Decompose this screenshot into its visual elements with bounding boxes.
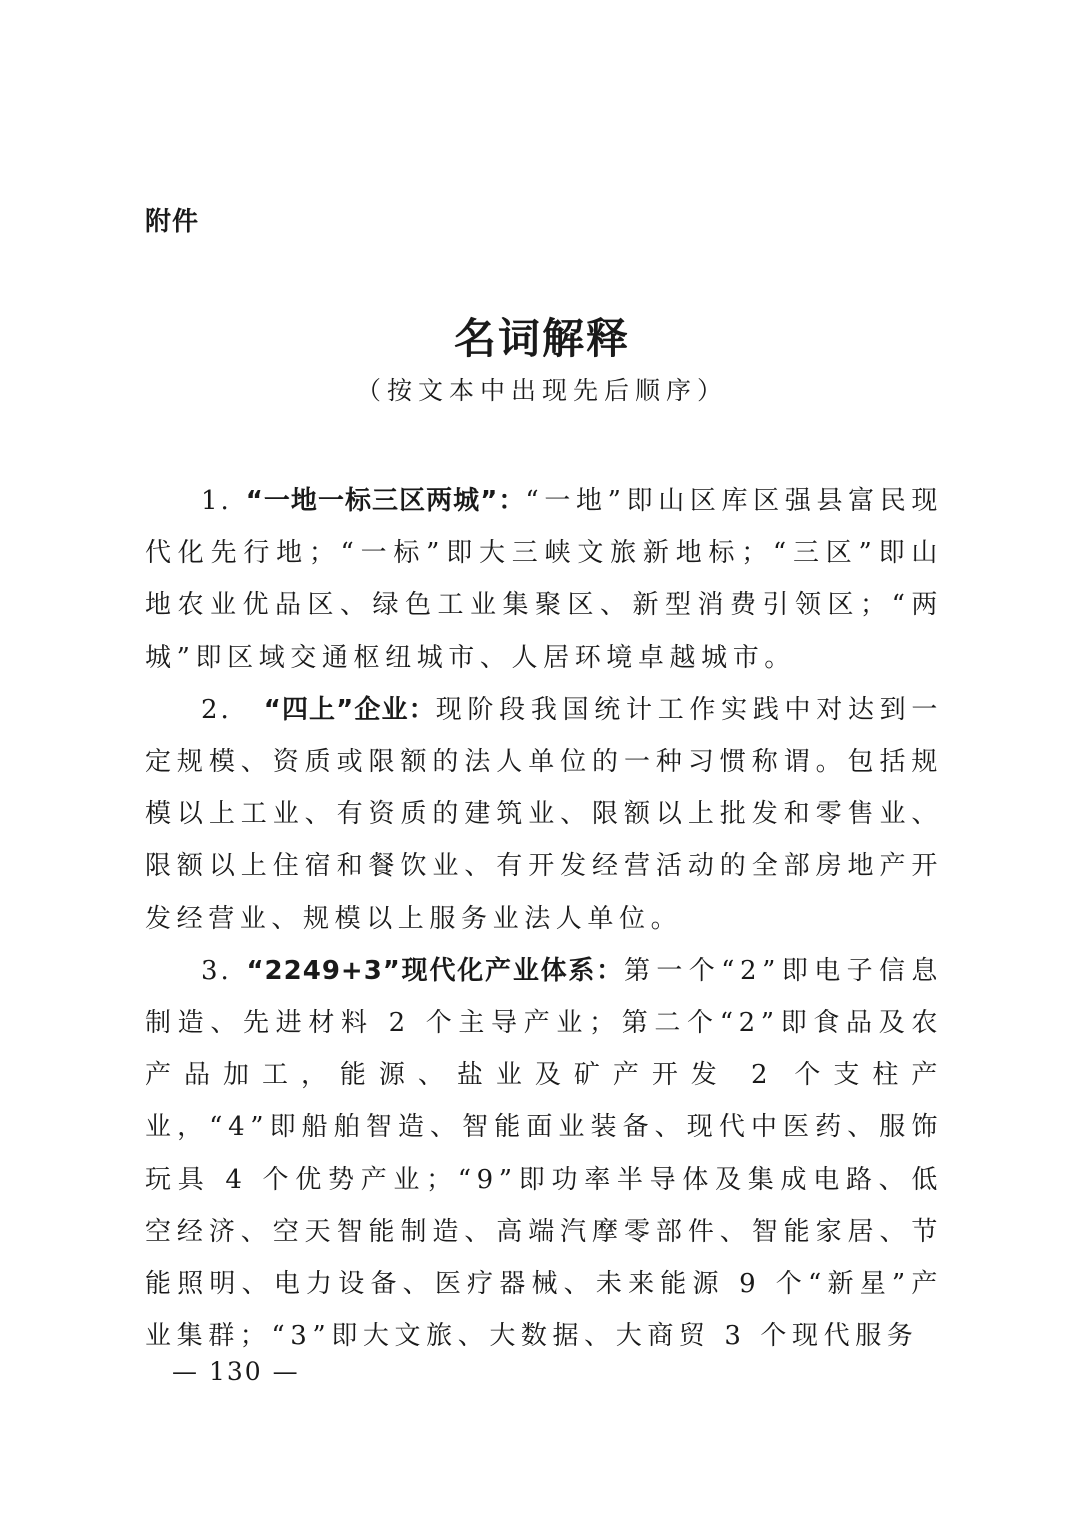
entry-term: “一地一标三区两城”：	[245, 486, 526, 516]
page-number: — 130 —	[172, 1357, 300, 1386]
entry-definition: 现阶段我国统计工作实践中对达到一定规模、资质或限额的法人单位的一种习惯称谓。包括规模以上工业、有资质的建筑业、限额以上批发和零售业、限额以上住宿和餐饮业、有开发经营活动的全部房地产开发经营业、规模以上服务业法人单位。	[145, 694, 943, 934]
document-subtitle: （按文本中出现先后顺序）	[355, 376, 728, 405]
entry-term: “四上”企业：	[263, 694, 436, 725]
glossary-entry	[145, 945, 943, 1363]
entry-definition: 第一个“2”即电子信息制造、先进材料 2 个主导产业；第二个“2”即食品及农产品加工，能源、盐业及矿产开发 2 个支柱产业，“4”即船舶智造、智能面业装备、现代中医药、服饰玩具 4 个优势产业；“9”即功率半导体及集成电路、低空经济、空天智能制造、高端汽摩零部件、智能家居、节能照明、电力设备、医疗器械、未来能源 9 个“新星”产业集群；“3”即大文旅、大数据、大商贸 3 个现代服务	[145, 955, 943, 1352]
document-title: 名词解释	[453, 314, 630, 363]
entry-number: 3.	[201, 955, 232, 986]
entry-number: 2．	[201, 694, 250, 725]
attachment-label: 附件	[145, 207, 200, 237]
entry-term: “2249+3”现代化产业体系：	[246, 955, 624, 986]
glossary-entry	[145, 475, 943, 684]
entry-definition: “一地”即山区库区强县富民现代化先行地；“一标”即大三峡文旅新地标；“三区”即山地农业优品区、绿色工业集聚区、新型消费引领区；“两城”即区域交通枢纽城市、人居环境卓越城市。	[145, 486, 943, 673]
glossary-body	[145, 475, 943, 1362]
glossary-entry	[145, 684, 943, 945]
entry-number: 1.	[201, 486, 232, 516]
